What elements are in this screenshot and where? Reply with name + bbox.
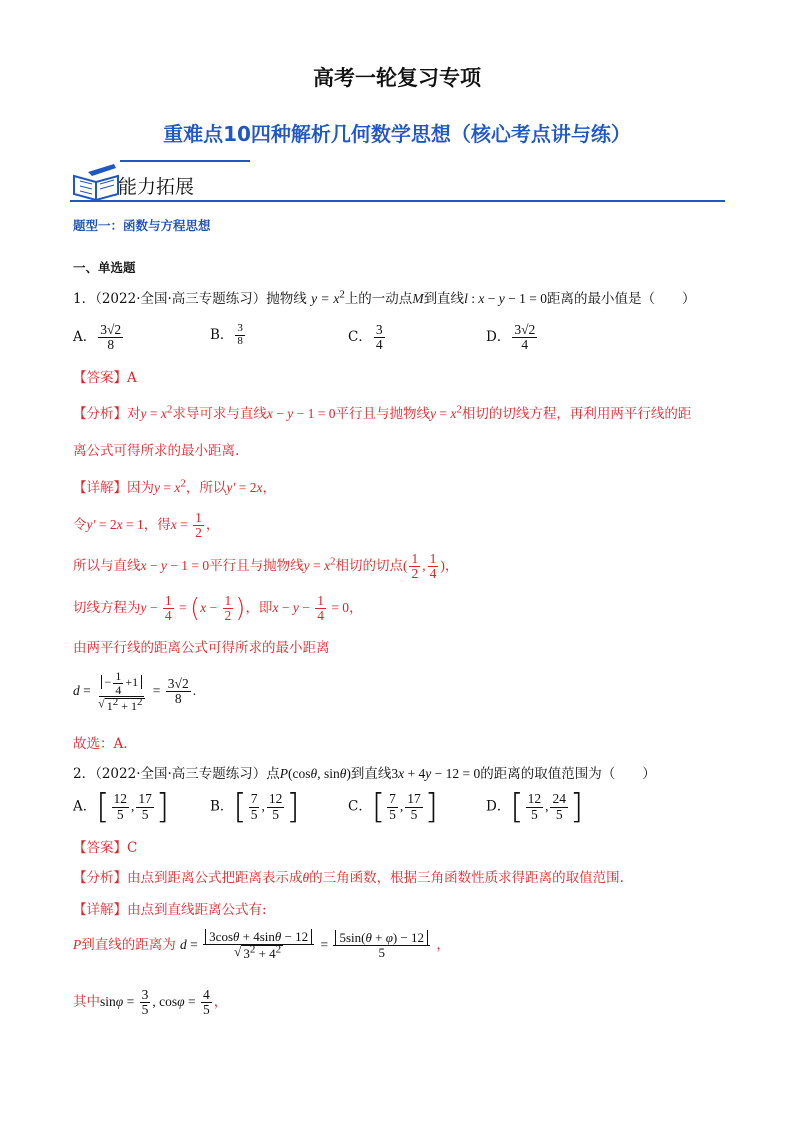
question-2-stem: 2．（2022·全国·高三专题练习）点P(cosθ, sinθ)到直线3x + 4y − 12 = 0的距离的取值范围为（ ）	[73, 766, 656, 782]
open-book-icon	[70, 162, 124, 202]
q2-detail-2: P到直线的距离为 d = $\frac{3\cos\theta + 4\sin\theta - 12}{√ 3^2 + 4^2}$ = $\frac{5\sin(\theta + \varphi) - 12}{5}$ ，	[73, 929, 450, 961]
q2-option-a: A．[ $\frac{12}{5}$ , $\frac{17}{5}$ ]	[73, 787, 170, 827]
q1-detail-3: 所以与直线x − y − 1 = 0平行且与抛物线$y = x^2$相切的切点( $\frac{1}{2}$ , $\frac{1}{4}$ )，	[73, 551, 459, 582]
q1-detail-2: 令y′ = 2x = 1，得x = $\frac{1}{2}$ ，	[73, 510, 220, 541]
page-title: 高考一轮复习专项	[313, 66, 481, 90]
q2-answer: 【答案】C	[73, 840, 138, 856]
q1-analysis: 【分析】对$y = x^2$求导可求与直线x − y − 1 = 0平行且与抛物线$y = x^2$相切的切线方程，再利用两平行线的距	[73, 403, 692, 422]
option-b: B． $\frac{3}{8}$	[210, 322, 243, 347]
q2-option-b: B．[ $\frac{7}{5}$ , $\frac{12}{5}$ ]	[210, 787, 300, 827]
option-c: C． $\frac{3}{4}$	[348, 322, 383, 353]
question-1-stem: 1．（2022·全国·高三专题练习）抛物线 $y = x^2$上的一动点M到直线l : x − y − 1 = 0距离的最小值是（ ）	[73, 288, 696, 307]
q2-option-c: C．[ $\frac{7}{5}$ , $\frac{17}{5}$ ]	[348, 787, 438, 827]
q1-detail-4: 切线方程为y − $\frac{1}{4}$ = (x − $\frac{1}{2}$ )，即x − y − $\frac{1}{4}$ = 0，	[73, 593, 363, 624]
page-subtitle: 重难点10四种解析几何数学思想（核心考点讲与练）	[163, 122, 631, 146]
type-title: 题型一：函数与方程思想	[73, 218, 211, 233]
q1-detail-1: 【详解】因为$y = x^2$，所以y′ = 2x，	[73, 477, 276, 496]
q2-detail-1: 【详解】由点到直线距离公式有:	[73, 902, 267, 918]
q1-answer: 【答案】A	[73, 370, 137, 386]
option-a: A． $\frac{3√2}{8}$	[73, 322, 122, 353]
q2-detail-3: 其中sinφ = $\frac{3}{5}$ , cosφ = $\frac{4}{5}$ ，	[73, 987, 228, 1018]
q1-choose: 故选：A.	[73, 736, 128, 752]
banner	[70, 160, 725, 204]
q2-analysis: 【分析】由点到距离公式把距离表示成θ的三角函数，根据三角函数性质求得距离的取值范围.	[73, 870, 624, 886]
option-d: D． $\frac{3√2}{4}$	[486, 322, 536, 353]
q2-option-d: D．[ $\frac{12}{5}$ , $\frac{24}{5}$ ]	[486, 787, 584, 827]
section-single-choice: 一、单选题	[73, 260, 136, 275]
q1-analysis-cont: 离公式可得所求的最小距离.	[73, 443, 240, 459]
banner-title: 能力拓展	[118, 176, 195, 198]
q1-detail-5: 由两平行线的距离公式可得所求的最小距离	[73, 640, 330, 656]
q1-distance-formula: d = − $\frac{1}{4}$ +1 √ $1^2 + 1^2$ = $\frac{3√2}{8}$ .	[73, 669, 197, 714]
